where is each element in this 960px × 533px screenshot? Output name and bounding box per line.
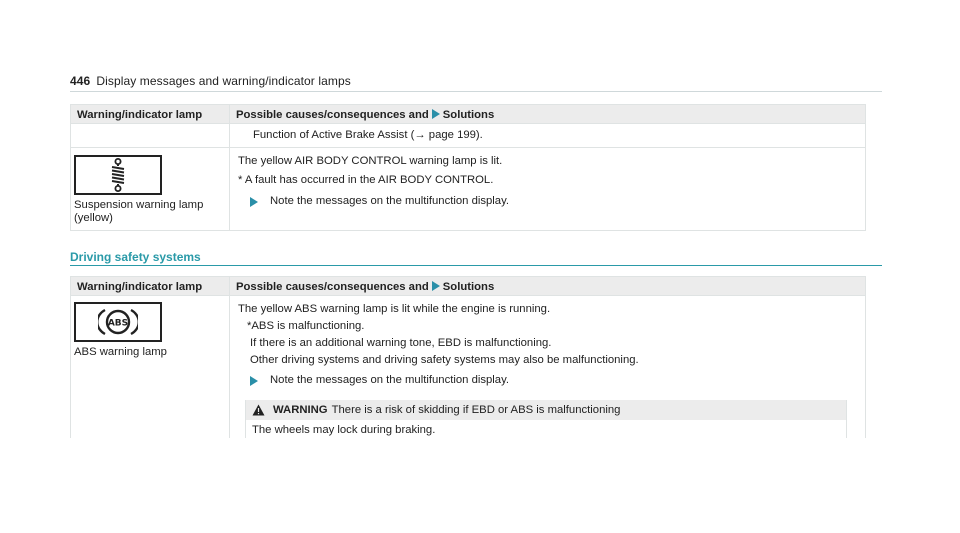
warning-body: The wheels may lock during braking. [252,424,436,436]
suspension-lamp-table [70,104,866,231]
solution-item [230,192,865,213]
column-header-causes [230,277,866,296]
lamp-label: Suspension warning lamp (yellow) [74,199,204,224]
warning-box [245,400,847,438]
cause-line: The yellow AIR BODY CONTROL warning lamp is lit. [238,155,503,167]
lamp-label: ABS warning lamp [74,346,167,358]
suspension-warning-lamp [74,155,162,195]
table-row [71,148,866,231]
section-title: Driving safety systems [70,250,201,264]
solution-arrow-icon [432,109,440,119]
solution-text: Note the messages on the multifunction display. [270,195,510,207]
suspension-spring-icon [108,158,128,192]
header-divider [70,91,882,92]
column-header-causes [230,105,866,124]
cause-line: Other driving systems and driving safety systems may also be malfunctioning. [250,354,639,366]
continuation-text: Function of Active Brake Assist (→ page 199). [253,129,483,141]
header-solutions-text: Solutions [442,281,495,293]
cause-line: The yellow ABS warning lamp is lit while the engine is running. [238,303,551,315]
warning-header [246,400,846,420]
column-header-lamp: Warning/indicator lamp [71,105,230,124]
warning-text: There is a risk of skidding if EBD or ABS is malfunctioning [331,404,621,416]
solution-text: Note the messages on the multifunction display. [270,374,510,386]
section-divider [70,265,882,266]
table-row [71,296,866,439]
header-causes-text: Possible causes/consequences and [236,109,429,121]
cause-line: * A fault has occurred in the AIR BODY CONTROL. [238,174,494,186]
header-solutions-text: Solutions [442,109,495,121]
column-header-lamp: Warning/indicator lamp [71,277,230,296]
svg-text:ABS: ABS [107,318,129,329]
page-header [70,74,351,88]
solution-arrow-icon [250,376,258,386]
abs-icon [98,306,138,338]
continuation-row [71,124,866,148]
solution-item [230,370,865,392]
header-causes-text: Possible causes/consequences and [236,281,429,293]
warning-title: WARNING [273,404,328,416]
table-header-row [71,277,866,296]
warning-triangle-icon [252,404,265,416]
solution-arrow-icon [250,197,258,207]
abs-lamp-table [70,276,866,438]
abs-warning-lamp [74,302,162,342]
cause-line: If there is an additional warning tone, EBD is malfunctioning. [250,337,552,349]
page-header-title: Display messages and warning/indicator lamps [96,74,351,88]
table-header-row [71,105,866,124]
cause-line: *ABS is malfunctioning. [247,320,365,332]
solution-arrow-icon [432,281,440,291]
page-number: 446 [70,74,91,88]
